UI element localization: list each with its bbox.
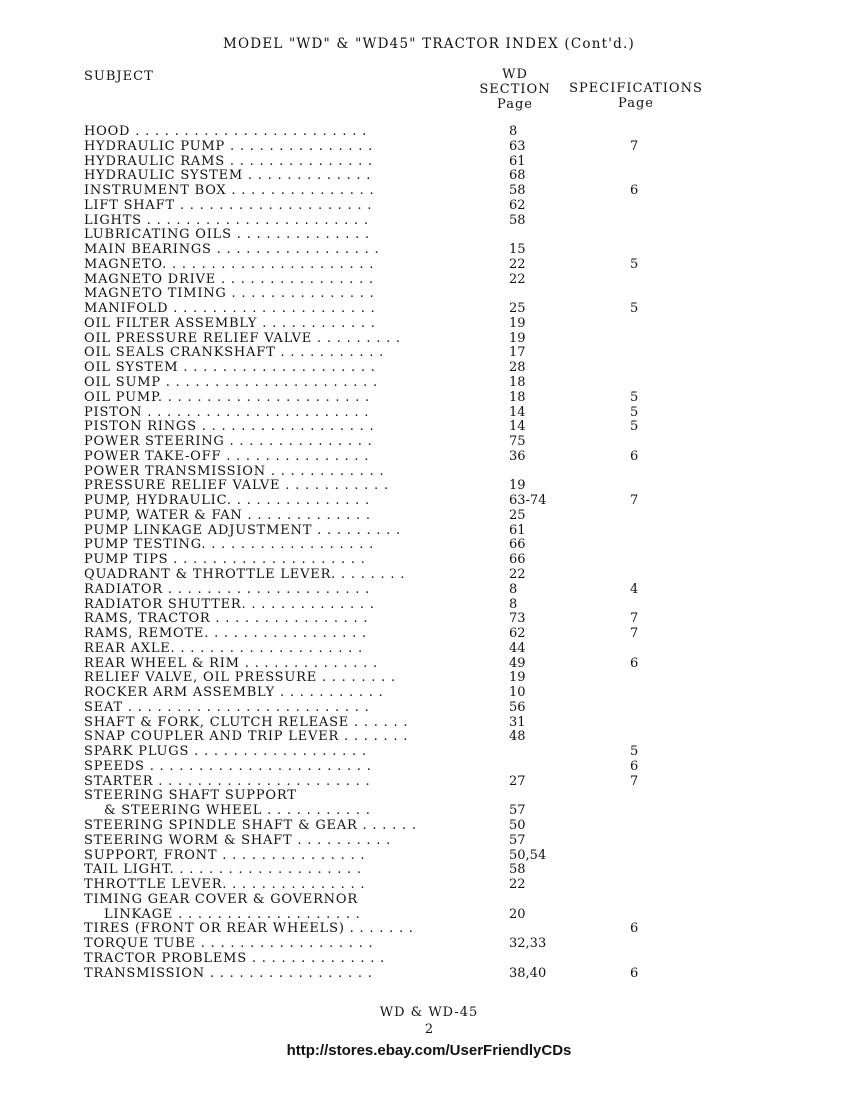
index-row bbox=[84, 730, 724, 745]
index-row bbox=[84, 878, 724, 893]
index-row bbox=[84, 465, 724, 480]
index-row bbox=[84, 406, 724, 421]
index-section-page: 19 bbox=[509, 330, 526, 346]
index-subject: SPEEDS . . . . . . . . . . . . . . . . . . . . . . . bbox=[84, 759, 372, 774]
spec-header-line1: SPECIFICATIONS bbox=[569, 81, 703, 96]
index-section-page: 49 bbox=[509, 655, 526, 671]
index-section-page: 27 bbox=[509, 773, 526, 789]
index-subject: RAMS, TRACTOR . . . . . . . . . . . . . . . . bbox=[84, 612, 369, 627]
index-subject: HYDRAULIC SYSTEM . . . . . . . . . . . . . bbox=[84, 169, 372, 184]
index-section-page: 14 bbox=[509, 404, 526, 420]
index-row bbox=[84, 140, 724, 155]
index-spec-page: 5 bbox=[630, 744, 639, 760]
index-subject: RAMS, REMOTE. . . . . . . . . . . . . . . . . bbox=[84, 627, 367, 642]
index-section-page: 73 bbox=[509, 611, 526, 627]
index-row bbox=[84, 789, 724, 804]
index-section-page: 58 bbox=[509, 183, 526, 199]
index-subject: PUMP LINKAGE ADJUSTMENT . . . . . . . . . bbox=[84, 523, 401, 538]
index-subject: HYDRAULIC RAMS . . . . . . . . . . . . . . . bbox=[84, 154, 373, 169]
index-subject: THROTTLE LEVER. . . . . . . . . . . . . . . bbox=[84, 878, 366, 893]
index-spec-page: 5 bbox=[630, 404, 639, 420]
index-row bbox=[84, 908, 724, 923]
index-row bbox=[84, 686, 724, 701]
index-section-page: 19 bbox=[509, 478, 526, 494]
index-section-page: 38,40 bbox=[509, 965, 547, 981]
index-section-page: 8 bbox=[509, 596, 518, 612]
index-spec-page: 6 bbox=[630, 758, 639, 774]
index-row bbox=[84, 642, 724, 657]
index-spec-page: 7 bbox=[630, 626, 639, 642]
index-list bbox=[84, 125, 724, 981]
index-spec-page: 7 bbox=[630, 773, 639, 789]
index-section-page: 62 bbox=[509, 626, 526, 642]
index-subject: MAIN BEARINGS . . . . . . . . . . . . . . . . . bbox=[84, 243, 380, 258]
index-row bbox=[84, 671, 724, 686]
index-row bbox=[84, 627, 724, 642]
index-row bbox=[84, 243, 724, 258]
index-subject: LUBRICATING OILS . . . . . . . . . . . . . . bbox=[84, 228, 370, 243]
index-section-page: 20 bbox=[509, 906, 526, 922]
index-row bbox=[84, 287, 724, 302]
index-row bbox=[84, 598, 724, 613]
index-section-page: 63-74 bbox=[509, 493, 547, 509]
index-row bbox=[84, 937, 724, 952]
index-row bbox=[84, 657, 724, 672]
index-row bbox=[84, 775, 724, 790]
index-row bbox=[84, 450, 724, 465]
index-row bbox=[84, 716, 724, 731]
index-subject: TAIL LIGHT. . . . . . . . . . . . . . . . . . . . bbox=[84, 863, 362, 878]
index-subject: PISTON . . . . . . . . . . . . . . . . . . . . . . . bbox=[84, 405, 370, 420]
index-subject: SEAT . . . . . . . . . . . . . . . . . . . . . . . . . bbox=[84, 700, 370, 715]
index-section-page: 36 bbox=[509, 448, 526, 464]
index-row bbox=[84, 184, 724, 199]
index-row bbox=[84, 228, 724, 243]
index-spec-page: 6 bbox=[630, 448, 639, 464]
index-row bbox=[84, 922, 724, 937]
index-row bbox=[84, 361, 724, 376]
index-spec-page: 5 bbox=[630, 419, 639, 435]
index-row bbox=[84, 760, 724, 775]
index-subject: ROCKER ARM ASSEMBLY . . . . . . . . . . . bbox=[84, 686, 384, 701]
index-section-page: 48 bbox=[509, 729, 526, 745]
index-section-page: 25 bbox=[509, 301, 526, 317]
index-subject: POWER STEERING . . . . . . . . . . . . . . . bbox=[84, 435, 373, 450]
index-row bbox=[84, 169, 724, 184]
page-number: 2 bbox=[424, 1022, 434, 1037]
index-row bbox=[84, 834, 724, 849]
index-subject: RADIATOR SHUTTER. . . . . . . . . . . . . . bbox=[84, 597, 375, 612]
index-row bbox=[84, 967, 724, 982]
index-section-page: 8 bbox=[509, 581, 518, 597]
index-row bbox=[84, 804, 724, 819]
index-row bbox=[84, 435, 724, 450]
index-spec-page: 5 bbox=[630, 301, 639, 317]
index-section-page: 31 bbox=[509, 714, 526, 730]
wd-header-line2: SECTION bbox=[479, 82, 551, 97]
index-row bbox=[84, 849, 724, 864]
index-subject: PUMP TIPS . . . . . . . . . . . . . . . . . . . . bbox=[84, 553, 366, 568]
footer-model: WD & WD-45 bbox=[379, 1005, 479, 1020]
index-subject: PISTON RINGS . . . . . . . . . . . . . . . . . . bbox=[84, 420, 375, 435]
index-section-page: 19 bbox=[509, 315, 526, 331]
index-row bbox=[84, 952, 724, 967]
index-section-page: 22 bbox=[509, 256, 526, 272]
index-subject: STEERING SHAFT SUPPORT bbox=[84, 789, 297, 804]
index-subject: REAR AXLE. . . . . . . . . . . . . . . . . . . . bbox=[84, 641, 363, 656]
index-section-page: 75 bbox=[509, 434, 526, 450]
index-section-page: 18 bbox=[509, 389, 526, 405]
index-spec-page: 6 bbox=[630, 655, 639, 671]
index-row bbox=[84, 346, 724, 361]
index-subject: REAR WHEEL & RIM . . . . . . . . . . . . . . bbox=[84, 656, 378, 671]
spec-header-line2: Page bbox=[618, 96, 654, 111]
index-section-page: 61 bbox=[509, 153, 526, 169]
index-section-page: 8 bbox=[509, 124, 518, 139]
index-subject: PUMP, WATER & FAN . . . . . . . . . . . . . bbox=[84, 508, 371, 523]
index-subject: MAGNETO TIMING . . . . . . . . . . . . . . . bbox=[84, 287, 375, 302]
index-row bbox=[84, 863, 724, 878]
index-section-page: 50 bbox=[509, 817, 526, 833]
index-subject: LIGHTS . . . . . . . . . . . . . . . . . . . . . . . bbox=[84, 213, 369, 228]
index-row bbox=[84, 893, 724, 908]
index-row bbox=[84, 199, 724, 214]
footer-url: http://stores.ebay.com/UserFriendlyCDs bbox=[286, 1042, 572, 1059]
wd-section-column-header bbox=[470, 67, 560, 112]
index-row bbox=[84, 553, 724, 568]
index-row bbox=[84, 538, 724, 553]
index-section-page: 22 bbox=[509, 271, 526, 287]
index-row bbox=[84, 273, 724, 288]
index-spec-page: 7 bbox=[630, 611, 639, 627]
index-row bbox=[84, 745, 724, 760]
wd-header-line1: WD bbox=[502, 67, 528, 82]
index-row bbox=[84, 583, 724, 598]
index-section-page: 17 bbox=[509, 345, 526, 361]
index-section-page: 58 bbox=[509, 862, 526, 878]
index-subject: SNAP COUPLER AND TRIP LEVER . . . . . . . bbox=[84, 730, 409, 745]
index-row bbox=[84, 420, 724, 435]
index-spec-page: 4 bbox=[630, 581, 639, 597]
index-section-page: 15 bbox=[509, 242, 526, 258]
index-row bbox=[84, 258, 724, 273]
wd-header-line3: Page bbox=[497, 97, 533, 112]
index-spec-page: 7 bbox=[630, 138, 639, 154]
index-row bbox=[84, 524, 724, 539]
index-section-page: 57 bbox=[509, 832, 526, 848]
index-section-page: 44 bbox=[509, 640, 526, 656]
index-subject: TIRES (FRONT OR REAR WHEELS) . . . . . . . bbox=[84, 922, 414, 937]
index-row bbox=[84, 317, 724, 332]
index-row bbox=[84, 391, 724, 406]
index-section-page: 28 bbox=[509, 360, 526, 376]
index-row bbox=[84, 568, 724, 583]
index-subject: OIL FILTER ASSEMBLY . . . . . . . . . . . . bbox=[84, 316, 376, 331]
index-subject: OIL SUMP . . . . . . . . . . . . . . . . . . . . . . bbox=[84, 376, 378, 391]
index-subject: PUMP, HYDRAULIC. . . . . . . . . . . . . . . bbox=[84, 494, 370, 509]
index-subject: OIL SEALS CRANKSHAFT . . . . . . . . . . . bbox=[84, 346, 385, 361]
index-subject: MAGNETO DRIVE . . . . . . . . . . . . . . . . bbox=[84, 272, 374, 287]
index-subject: PRESSURE RELIEF VALVE . . . . . . . . . . . bbox=[84, 479, 389, 494]
subject-column-header: SUBJECT bbox=[84, 69, 154, 84]
index-section-page: 68 bbox=[509, 168, 526, 184]
index-row bbox=[84, 819, 724, 834]
index-spec-page: 6 bbox=[630, 921, 639, 937]
index-spec-page: 7 bbox=[630, 493, 639, 509]
index-section-page: 10 bbox=[509, 685, 526, 701]
index-subject: POWER TRANSMISSION . . . . . . . . . . . . bbox=[84, 464, 385, 479]
index-subject: TRACTOR PROBLEMS . . . . . . . . . . . . . . bbox=[84, 951, 386, 966]
index-subject: INSTRUMENT BOX . . . . . . . . . . . . . . . bbox=[84, 184, 375, 199]
index-subject: OIL SYSTEM . . . . . . . . . . . . . . . . . . . . bbox=[84, 361, 376, 376]
index-section-page: 22 bbox=[509, 877, 526, 893]
index-row bbox=[84, 332, 724, 347]
index-section-page: 56 bbox=[509, 699, 526, 715]
index-subject: RELIEF VALVE, OIL PRESSURE . . . . . . . . bbox=[84, 671, 396, 686]
index-row bbox=[84, 612, 724, 627]
index-spec-page: 5 bbox=[630, 256, 639, 272]
index-section-page: 66 bbox=[509, 537, 526, 553]
index-row bbox=[84, 509, 724, 524]
index-subject: HYDRAULIC PUMP . . . . . . . . . . . . . . . bbox=[84, 139, 374, 154]
index-section-page: 14 bbox=[509, 419, 526, 435]
index-row bbox=[84, 302, 724, 317]
index-row bbox=[84, 125, 724, 140]
index-section-page: 50,54 bbox=[509, 847, 547, 863]
index-spec-page: 6 bbox=[630, 183, 639, 199]
index-row bbox=[84, 479, 724, 494]
index-subject: HOOD . . . . . . . . . . . . . . . . . . . . . . . . bbox=[84, 125, 368, 139]
index-subject: RADIATOR . . . . . . . . . . . . . . . . . . . . . bbox=[84, 582, 371, 597]
index-row bbox=[84, 376, 724, 391]
index-spec-page: 6 bbox=[630, 965, 639, 981]
index-section-page: 18 bbox=[509, 375, 526, 391]
index-row bbox=[84, 155, 724, 170]
index-spec-page: 5 bbox=[630, 389, 639, 405]
page-title: MODEL "WD" & "WD45" TRACTOR INDEX (Cont'd.) bbox=[223, 36, 635, 52]
index-subject: TIMING GEAR COVER & GOVERNOR bbox=[84, 892, 358, 907]
index-subject: STEERING WORM & SHAFT . . . . . . . . . . bbox=[84, 833, 392, 848]
index-subject: TRANSMISSION . . . . . . . . . . . . . . . . . bbox=[84, 966, 373, 981]
index-subject: STARTER . . . . . . . . . . . . . . . . . . . . . . bbox=[84, 774, 371, 789]
index-subject: SHAFT & FORK, CLUTCH RELEASE . . . . . . bbox=[84, 715, 409, 730]
index-subject: MANIFOLD . . . . . . . . . . . . . . . . . . . . . bbox=[84, 302, 376, 317]
index-section-page: 58 bbox=[509, 212, 526, 228]
index-section-page: 61 bbox=[509, 522, 526, 538]
index-section-page: 62 bbox=[509, 197, 526, 213]
index-row bbox=[84, 214, 724, 229]
index-subject: MAGNETO. . . . . . . . . . . . . . . . . . . . . . bbox=[84, 257, 375, 272]
index-section-page: 63 bbox=[509, 138, 526, 154]
index-subject: TORQUE TUBE . . . . . . . . . . . . . . . . . . bbox=[84, 937, 374, 952]
index-subject: QUADRANT & THROTTLE LEVER. . . . . . . . bbox=[84, 567, 406, 582]
index-section-page: 22 bbox=[509, 566, 526, 582]
index-subject: SUPPORT, FRONT . . . . . . . . . . . . . . . bbox=[84, 848, 366, 863]
index-section-page: 19 bbox=[509, 670, 526, 686]
index-subject: SPARK PLUGS . . . . . . . . . . . . . . . . . . bbox=[84, 745, 367, 760]
index-row bbox=[84, 494, 724, 509]
index-section-page: 25 bbox=[509, 507, 526, 523]
index-row bbox=[84, 701, 724, 716]
index-subject: & STEERING WHEEL . . . . . . . . . . . bbox=[104, 804, 371, 819]
index-subject: LINKAGE . . . . . . . . . . . . . . . . . . . bbox=[104, 907, 361, 922]
index-subject: OIL PUMP. . . . . . . . . . . . . . . . . . . . . . bbox=[84, 390, 370, 405]
specifications-column-header bbox=[560, 81, 712, 111]
index-section-page: 32,33 bbox=[509, 936, 547, 952]
index-subject: STEERING SPINDLE SHAFT & GEAR . . . . . . bbox=[84, 818, 417, 833]
index-subject: LIFT SHAFT . . . . . . . . . . . . . . . . . . . . bbox=[84, 198, 373, 213]
index-subject: OIL PRESSURE RELIEF VALVE . . . . . . . . . bbox=[84, 331, 401, 346]
index-subject: PUMP TESTING. . . . . . . . . . . . . . . . . . bbox=[84, 538, 375, 553]
index-subject: POWER TAKE-OFF . . . . . . . . . . . . . . . bbox=[84, 449, 370, 464]
index-section-page: 66 bbox=[509, 552, 526, 568]
index-section-page: 57 bbox=[509, 803, 526, 819]
